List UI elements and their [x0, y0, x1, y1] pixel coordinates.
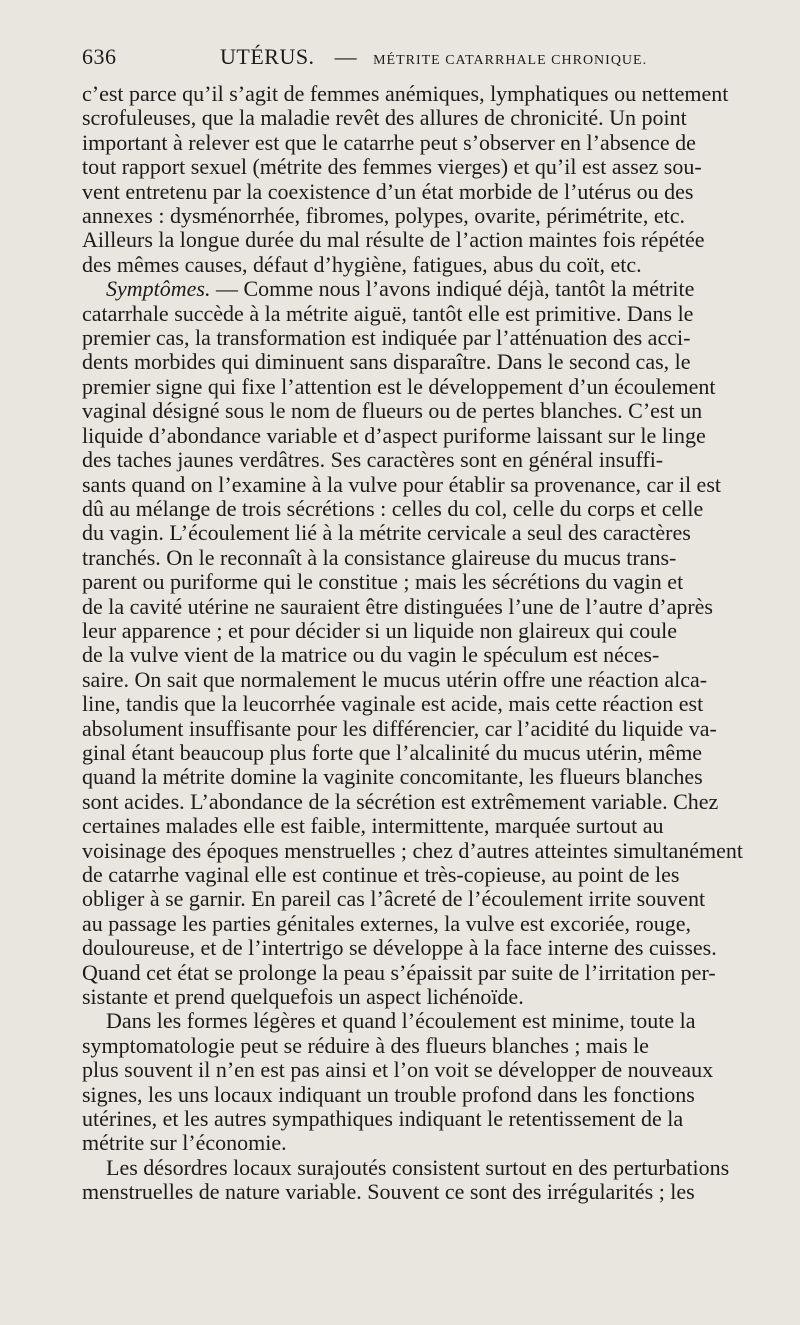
paragraph-continuation [82, 82, 754, 277]
text-line: annexes : dysménorrhée, fibromes, polypes, ovarite, périmétrite, etc. [82, 203, 685, 229]
text-line: tranchés. On le reconnaît à la consistance glaireuse du mucus trans- [82, 544, 677, 570]
text-line: voisinage des époques menstruelles ; chez d’autres atteintes simultanément [82, 837, 744, 863]
text-line: line, tandis que la leucorrhée vaginale est acide, mais cette réaction est [82, 691, 704, 717]
text-line: catarrhale succède à la métrite aiguë, tantôt elle est primitive. Dans le [82, 300, 694, 326]
text-line: parent ou puriforme qui le constitue ; mais les sécrétions du vagin et [82, 569, 684, 595]
text-line: tout rapport sexuel (métrite des femmes vierges) et qu’il est assez sou- [82, 154, 702, 180]
text-line: scrofuleuses, que la maladie revêt des allures de chronicité. Un point [82, 105, 687, 131]
text-line: vent entretenu par la coexistence d’un état morbide de l’utérus ou des [82, 178, 694, 204]
text-line: — Comme nous l’avons indiqué déjà, tantôt la métrite [215, 276, 695, 302]
text-line: Dans les formes légères et quand l’écoulement est minime, toute la [106, 1008, 696, 1034]
section-heading: Symptômes. [106, 276, 211, 302]
text-line: des mêmes causes, défaut d’hygiène, fatigues, abus du coït, etc. [82, 251, 642, 277]
text-line: dû au mélange de trois sécrétions : celles du col, celle du corps et celle [82, 495, 704, 521]
text-line: signes, les uns locaux indiquant un trouble profond dans les fonctions [82, 1081, 695, 1107]
text-line: plus souvent il n’en est pas ainsi et l’on voit se développer de nouveaux [82, 1057, 714, 1083]
text-line: important à relever est que le catarrhe peut s’observer en l’absence de [82, 129, 696, 155]
text-line: sants quand on l’examine à la vulve pour établir sa provenance, car il est [82, 471, 721, 497]
text-line: menstruelles de nature variable. Souvent ce sont des irrégularités ; les [82, 1179, 695, 1205]
text-line: Ailleurs la longue durée du mal résulte de l’action maintes fois répétée [82, 227, 705, 253]
section-title: MÉTRITE CATARRHALE CHRONIQUE. [373, 53, 648, 68]
paragraph-desordres-locaux [82, 1156, 754, 1205]
text-line: utérines, et les autres sympathiques indiquant le retentissement de la [82, 1106, 684, 1132]
body-text [82, 82, 754, 1205]
text-line: ginal étant beaucoup plus forte que l’alcalinité du mucus utérin, même [82, 739, 703, 765]
page-number: 636 [82, 44, 117, 69]
running-header [82, 44, 754, 78]
text-line: leur apparence ; et pour décider si un liquide non glaireux qui coule [82, 617, 678, 643]
text-line: de la cavité utérine ne sauraient être distinguées l’une de l’autre d’après [82, 593, 713, 619]
text-line: vaginal désigné sous le nom de flueurs ou de pertes blanches. C’est un [82, 398, 703, 424]
header-separator: — [334, 44, 358, 69]
chapter-title: UTÉRUS. [220, 44, 315, 69]
text-line: certaines malades elle est faible, intermittente, marquée surtout au [82, 813, 664, 839]
paragraph-formes-legeres [82, 1009, 754, 1155]
text-line: de catarrhe vaginal elle est continue et très-copieuse, au point de les [82, 862, 680, 887]
text-line: dents morbides qui diminuent sans disparaître. Dans le second cas, le [82, 349, 691, 375]
text-line: symptomatologie peut se réduire à des flueurs blanches ; mais le [82, 1032, 649, 1058]
text-line: sont acides. L’abondance de la sécrétion est extrêmement variable. Chez [82, 788, 719, 814]
text-line: du vagin. L’écoulement lié à la métrite cervicale a seul des caractères [82, 520, 691, 546]
text-line: métrite sur l’économie. [82, 1130, 287, 1156]
text-line: Quand cet état se prolonge la peau s’épaissit par suite de l’irritation per- [82, 959, 716, 985]
text-line: quand la métrite domine la vaginite concomitante, les flueurs blanches [82, 764, 703, 790]
text-line: premier signe qui fixe l’attention est le développement d’un écoulement [82, 373, 716, 399]
text-line: des taches jaunes verdâtres. Ses caractères sont en général insuffi- [82, 447, 664, 473]
text-line: liquide d’abondance variable et d’aspect puriforme laissant sur le linge [82, 422, 706, 448]
text-line: saire. On sait que normalement le mucus utérin offre une réaction alca- [82, 666, 708, 692]
text-line: absolument insuffisante pour les différencier, car l’acidité du liquide va- [82, 715, 717, 741]
text-line: c’est parce qu’il s’agit de femmes anémiques, lymphatiques ou nettement [82, 81, 729, 106]
text-line: au passage les parties génitales externes, la vulve est excoriée, rouge, [82, 910, 692, 936]
running-head [220, 44, 647, 70]
text-line: premier cas, la transformation est indiquée par l’atténuation des acci- [82, 325, 691, 351]
text-line: douloureuse, et de l’intertrigo se développe à la face interne des cuisses. [82, 935, 717, 961]
paragraph-symptomes [82, 277, 754, 1009]
text-line: Les désordres locaux surajoutés consistent surtout en des perturbations [106, 1154, 730, 1180]
text-line: obliger à se garnir. En pareil cas l’âcreté de l’écoulement irrite souvent [82, 886, 706, 912]
text-line: de la vulve vient de la matrice ou du vagin le spéculum est néces- [82, 642, 660, 668]
text-line: sistante et prend quelquefois un aspect lichénoïde. [82, 984, 524, 1010]
